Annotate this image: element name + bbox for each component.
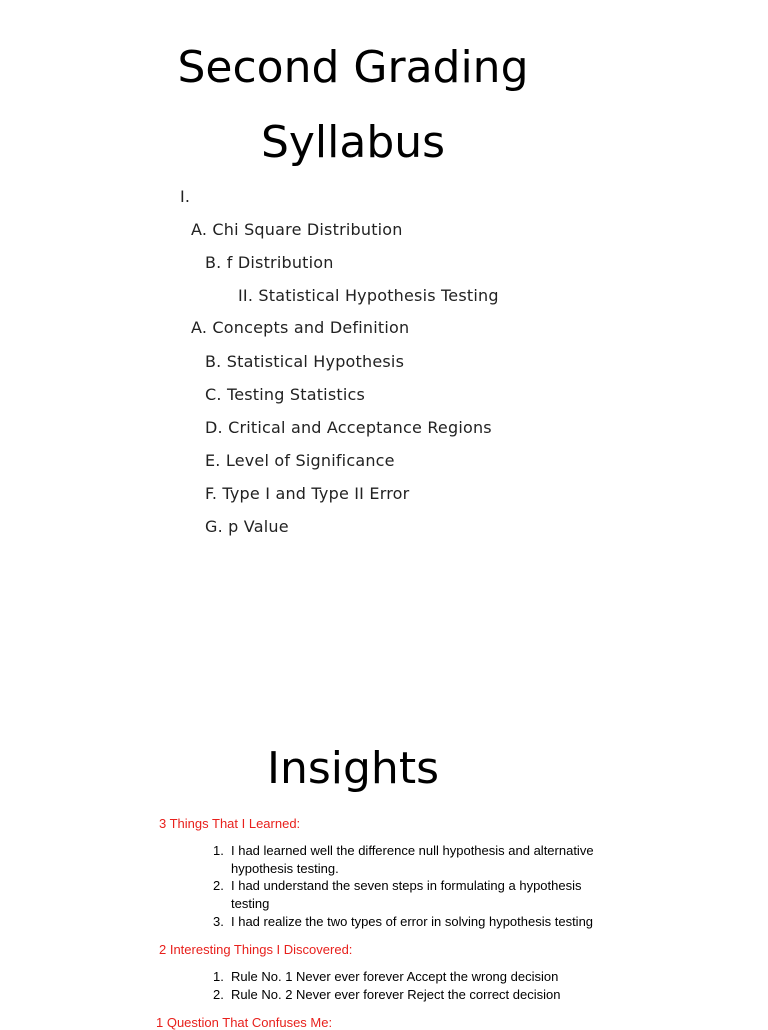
outline-item: C. Testing Statistics <box>205 385 366 404</box>
page-title-line-2: Syllabus <box>260 117 446 168</box>
outline-item: D. Critical and Acceptance Regions <box>205 418 492 437</box>
confuses-heading: 1 Question That Confuses Me: <box>156 1015 333 1030</box>
insights-title: Insights <box>266 743 439 794</box>
outline-item: G. p Value <box>205 517 289 536</box>
outline-item: F. Type I and Type II Error <box>205 484 410 503</box>
list-number: 2. <box>213 878 224 893</box>
outline-item: B. f Distribution <box>205 253 334 272</box>
page-title-line-1: Second Grading <box>177 42 529 93</box>
outline-item: A. Concepts and Definition <box>191 318 410 337</box>
list-text: I had realize the two types of error in solving hypothesis testing <box>231 914 594 929</box>
list-text: I had understand the seven steps in formulating a hypothesis testing <box>231 878 582 911</box>
list-text: Rule No. 2 Never ever forever Reject the correct decision <box>231 987 561 1002</box>
outline-item: I. <box>180 187 191 206</box>
discovered-heading: 2 Interesting Things I Discovered: <box>159 942 353 957</box>
list-number: 3. <box>213 914 224 929</box>
outline-item: E. Level of Significance <box>205 451 395 470</box>
list-text: I had learned well the difference null hypothesis and alternative hypothesis testing. <box>231 843 594 876</box>
outline-item: B. Statistical Hypothesis <box>205 352 405 371</box>
list-number: 1. <box>213 843 224 858</box>
learned-heading: 3 Things That I Learned: <box>159 816 301 831</box>
list-number: 1. <box>213 969 224 984</box>
outline-item: A. Chi Square Distribution <box>191 220 403 239</box>
list-text: Rule No. 1 Never ever forever Accept the wrong decision <box>231 969 559 984</box>
outline-item: II. Statistical Hypothesis Testing <box>238 286 499 305</box>
list-number: 2. <box>213 987 224 1002</box>
